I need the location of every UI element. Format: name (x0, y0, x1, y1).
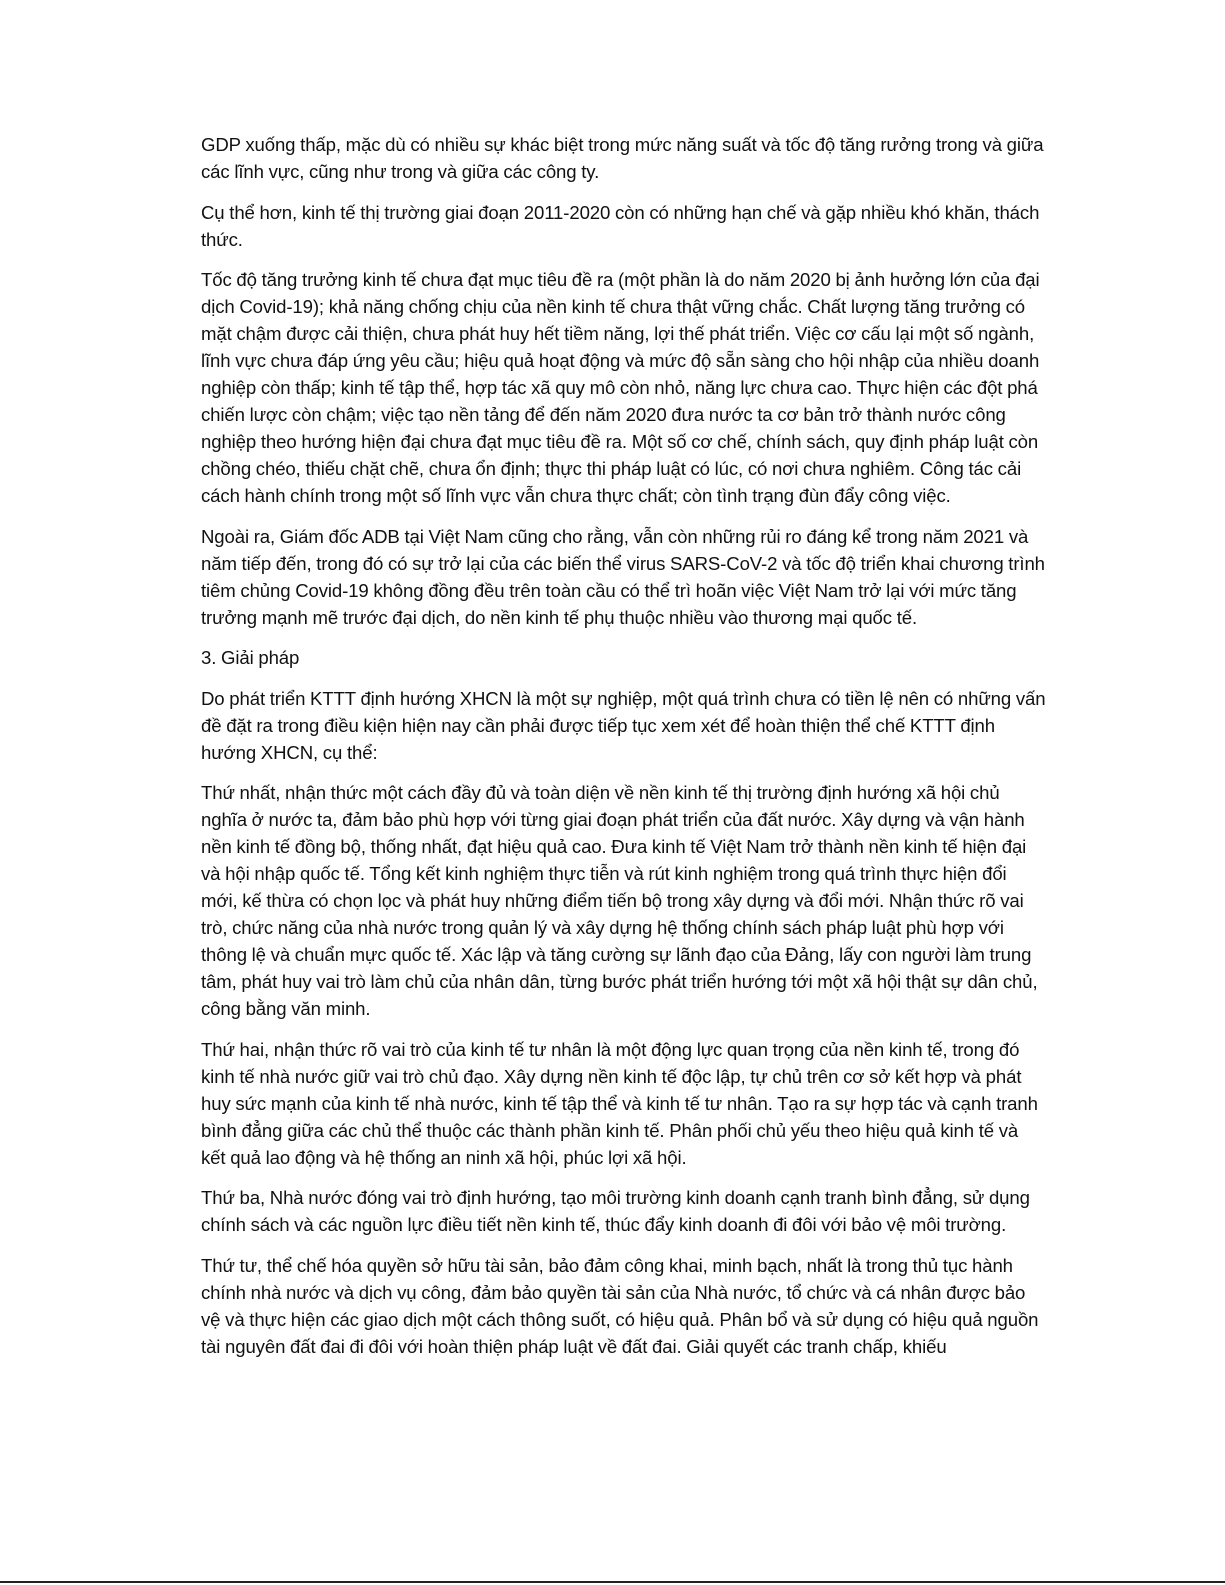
paragraph-solution-first: Thứ nhất, nhận thức một cách đầy đủ và toàn diện về nền kinh tế thị trường định hướng xã hội chủ nghĩa ở nước ta, đảm bảo phù hợp với từng giai đoạn phát triển của đất nước. Xây dựng và vận hành nền kinh tế đồng bộ, thống nhất, đạt hiệu quả cao. Đưa kinh tế Việt Nam trở thành nền kinh tế hiện đại và hội nhập quốc tế. Tổng kết kinh nghiệm thực tiễn và rút kinh nghiệm trong quá trình thực hiện đổi mới, kế thừa có chọn lọc và phát huy những điểm tiến bộ trong xây dựng và đổi mới. Nhận thức rõ vai trò, chức năng của nhà nước trong quản lý và xây dựng hệ thống chính sách pháp luật phù hợp với thông lệ và chuẩn mực quốc tế. Xác lập và tăng cường sự lãnh đạo của Đảng, lấy con người làm trung tâm, phát huy vai trò làm chủ của nhân dân, từng bước phát triển hướng tới một xã hội thật sự dân chủ, công bằng văn minh. (201, 782, 1038, 1019)
paragraph-gdp-productivity: GDP xuống thấp, mặc dù có nhiều sự khác biệt trong mức năng suất và tốc độ tăng rưởng trong và giữa các lĩnh vực, cũng như trong và giữa các công ty. (201, 134, 1044, 182)
paragraph-growth-targets: Tốc độ tăng trưởng kinh tế chưa đạt mục tiêu đề ra (một phần là do năm 2020 bị ảnh hưởng lớn của đại dịch Covid-19); khả năng chống chịu của nền kinh tế chưa thật vững chắc. Chất lượng tăng trưởng có mặt chậm được cải thiện, chưa phát huy hết tiềm năng, lợi thế phát triển. Việc cơ cấu lại một số ngành, lĩnh vực chưa đáp ứng yêu cầu; hiệu quả hoạt động và mức độ sẵn sàng cho hội nhập của nhiều doanh nghiệp còn thấp; kinh tế tập thể, hợp tác xã quy mô còn nhỏ, năng lực chưa cao. Thực hiện các đột phá chiến lược còn chậm; việc tạo nền tảng để đến năm 2020 đưa nước ta cơ bản trở thành nước công nghiệp theo hướng hiện đại chưa đạt mục tiêu đề ra. Một số cơ chế, chính sách, quy định pháp luật còn chồng chéo, thiếu chặt chẽ, chưa ổn định; thực thi pháp luật có lúc, có nơi chưa nghiêm. Công tác cải cách hành chính trong một số lĩnh vực vẫn chưa thực chất; còn tình trạng đùn đẩy công việc. (201, 269, 1040, 506)
paragraph-solution-third: Thứ ba, Nhà nước đóng vai trò định hướng, tạo môi trường kinh doanh cạnh tranh bình đẳng, sử dụng chính sách và các nguồn lực điều tiết nền kinh tế, thúc đẩy kinh doanh đi đôi với bảo vệ môi trường. (201, 1187, 1030, 1235)
paragraph-solutions-intro: Do phát triển KTTT định hướng XHCN là một sự nghiệp, một quá trình chưa có tiền lệ nên có những vấn đề đặt ra trong điều kiện hiện nay cần phải được tiếp tục xem xét để hoàn thiện thể chế KTTT định hướng XHCN, cụ thể: (201, 687, 1046, 763)
paragraph-adb-risks: Ngoài ra, Giám đốc ADB tại Việt Nam cũng cho rằng, vẫn còn những rủi ro đáng kể trong năm 2021 và năm tiếp đến, trong đó có sự trở lại của các biến thể virus SARS-CoV-2 và tốc độ triển khai chương trình tiêm chủng Covid-19 không đồng đều trên toàn cầu có thể trì hoãn việc Việt Nam trở lại với mức tăng trưởng mạnh mẽ trước đại dịch, do nền kinh tế phụ thuộc nhiều vào thương mại quốc tế. (201, 525, 1045, 628)
paragraph-solution-second: Thứ hai, nhận thức rõ vai trò của kinh tế tư nhân là một động lực quan trọng của nền kinh tế, trong đó kinh tế nhà nước giữ vai trò chủ đạo. Xây dựng nền kinh tế độc lập, tự chủ trên cơ sở kết hợp và phát huy sức mạnh của kinh tế nhà nước, kinh tế tập thể và kinh tế tư nhân. Tạo ra sự hợp tác và cạnh tranh bình đẳng giữa các chủ thể thuộc các thành phần kinh tế. Phân phối chủ yếu theo hiệu quả kinh tế và kết quả lao động và hệ thống an ninh xã hội, phúc lợi xã hội. (201, 1038, 1038, 1168)
section-heading-solutions: 3. Giải pháp (201, 647, 300, 668)
document-body (201, 131, 1046, 1373)
page-bottom-divider (0, 1581, 1225, 1583)
paragraph-solution-fourth: Thứ tư, thể chế hóa quyền sở hữu tài sản, bảo đảm công khai, minh bạch, nhất là trong thủ tục hành chính nhà nước và dịch vụ công, đảm bảo quyền tài sản của Nhà nước, tổ chức và cá nhân được bảo vệ và thực hiện các giao dịch một cách thông suốt, có hiệu quả. Phân bổ và sử dụng có hiệu quả nguồn tài nguyên đất đai đi đôi với hoàn thiện pháp luật về đất đai. Giải quyết các tranh chấp, khiếu (201, 1254, 1039, 1357)
paragraph-market-limitations: Cụ thể hơn, kinh tế thị trường giai đoạn 2011-2020 còn có những hạn chế và gặp nhiều khó khăn, thách thức. (201, 201, 1040, 250)
